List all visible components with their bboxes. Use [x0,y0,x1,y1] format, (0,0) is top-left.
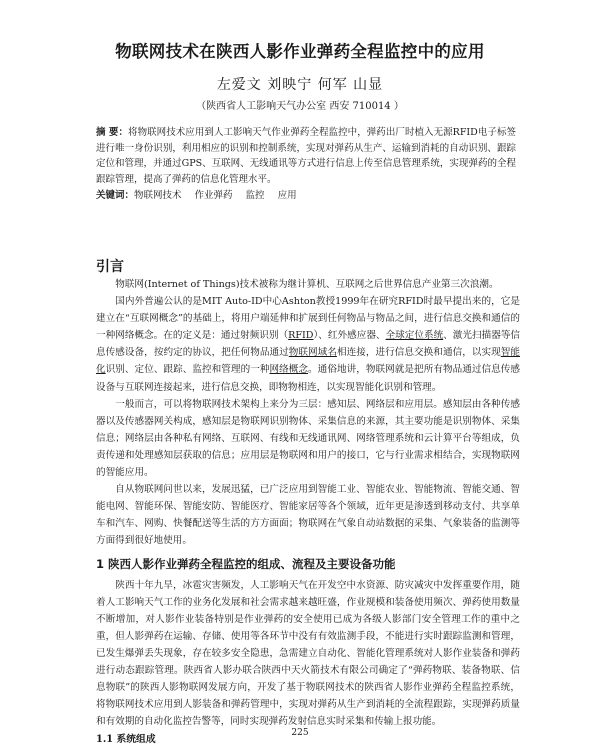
keywords-label: 关键词： [96,190,135,201]
paragraph: 国内外普遍公认的是MIT Auto-ID中心Ashton教授1999年在研究RFID时最早提出来的，它是建立在“互联网概念”的基础上，将用户端延伸和扩展到任何物品与物品之间，进行信息交换和通信的一种网络概念。在的定义是：通过射频识别（RFID）、红外感应器、全球定位系统、激光扫描器等信息传感设备，按约定的协议，把任何物品通过物联网域名相连接，进行信息交换和通信，以实现智能化识别、定位、跟踪、监控和管理的一种网络概念。通俗地讲，物联网就是把所有物品通过信息传感设备与互联网连接起来，进行信息交换，即物物相连，以实现智能化识别和管理。 [96,296,521,393]
underlined-term: 物联网域名 [288,347,337,359]
paper-affiliation: （陕西省人工影响天气办公室 西安 710014 ） [196,101,404,112]
subsection-1-1-heading: 1.1 系统组成 [96,734,156,746]
abstract [96,125,516,187]
body-text [96,276,520,749]
abstract-block [96,125,516,204]
paragraph: 物联网(Internet of Things)技术被称为继计算机、互联网之后世界信息产业第三次浪潮。 [115,279,499,290]
paragraph: 陕西十年九旱，冰雹灾害频发，人工影响天气在开发空中水资源、防灾减灾中发挥重要作用，随着人工影响天气工作的业务化发展和社会需求越来越旺盛，作业规模和装备使用频次、弹药使用数量不断增加，对人影作业装备特别是作业弹药的安全使用已成为各级人影部门安全管理工作的重中之重，但人影弹药在运输、存储、使用等各环节中没有有效监测手段，不能进行实时跟踪监测和管理，已发生爆弹丢失现象，存在较多安全隐患，急需建立自动化、智能化管理系统对人影作业装备和弹药进行动态跟踪管理。陕西省人影办联合陕西中天火箭技术有限公司确定了“弹药物联、装备物联、信息物联”的陕西人影物联网发展方向，开发了基于物联网技术的陕西省人影作业弹药全程监控系统，将物联网技术应用到人影装备和弹药管理中，实现对弹药从生产到消耗的全流程跟踪，实现弹药质量和有效期的自动化监控告警等，同时实现弹药发射信息实时采集和传输上报功能。 [96,579,520,728]
underlined-term: RFID [288,330,314,342]
intro-heading: 引言 [96,259,124,275]
paper-title: 物联网技术在陕西人影作业弹药全程监控中的应用 [115,42,485,61]
abstract-label: 摘 要： [96,127,129,138]
keywords-text: 物联网技术 作业弹药 监控 应用 [134,190,297,201]
abstract-text: 将物联网技术应用到人工影响天气作业弹药全程监控中，弹药出厂时植入无源RFID电子标签进行唯一身份识别，利用相应的识别和控制系统，实现对弹药从生产、运输到消耗的自动识别、跟踪定位和管理，并通过GPS、互联网、无线通讯等方式进行信息上传至信息管理系统，实现弹药的全程跟踪管理，提高了弹药的信息化管理水平。 [96,127,516,185]
section-1-heading: 1 陕西人影作业弹药全程监控的组成、流程及主要设备功能 [96,556,396,571]
paper-authors: 左爱文 刘映宁 何军 山显 [216,77,384,93]
paragraph: 一般而言，可以将物联网技术架构上来分为三层：感知层、网络层和应用层。感知层由各种传感器以及传感器网关构成，感知层是物联网识别物体、采集信息的来源，其主要功能是识别物体、采集信息；网络层由各种私有网络、互联网、有线和无线通讯网、网络管理系统和云计算平台等组成，负责传递和处理感知层获取的信息；应用层是物联网和用户的接口，它与行业需求相结合，实现物联网的智能应用。 [96,398,520,479]
underlined-term: 网络概念 [269,364,309,376]
keywords [96,188,516,204]
page-number: 225 [291,728,309,738]
underlined-term: 全球定位系统 [385,330,444,342]
paragraph: 自从物联网问世以来，发展迅猛，已广泛应用到智能工业、智能农业、智能物流、智能交通、智能电网、智能环保、智能安防、智能医疗、智能家居等各个领域，近年更是渗透到移动支付、共享单车和汽车、网购、快餐配送等生活的方方面面；物联网在气象自动站数据的采集、气象装备的监测等方面得到很好地使用。 [96,484,520,547]
underlined-term: 智能化 [96,347,521,376]
